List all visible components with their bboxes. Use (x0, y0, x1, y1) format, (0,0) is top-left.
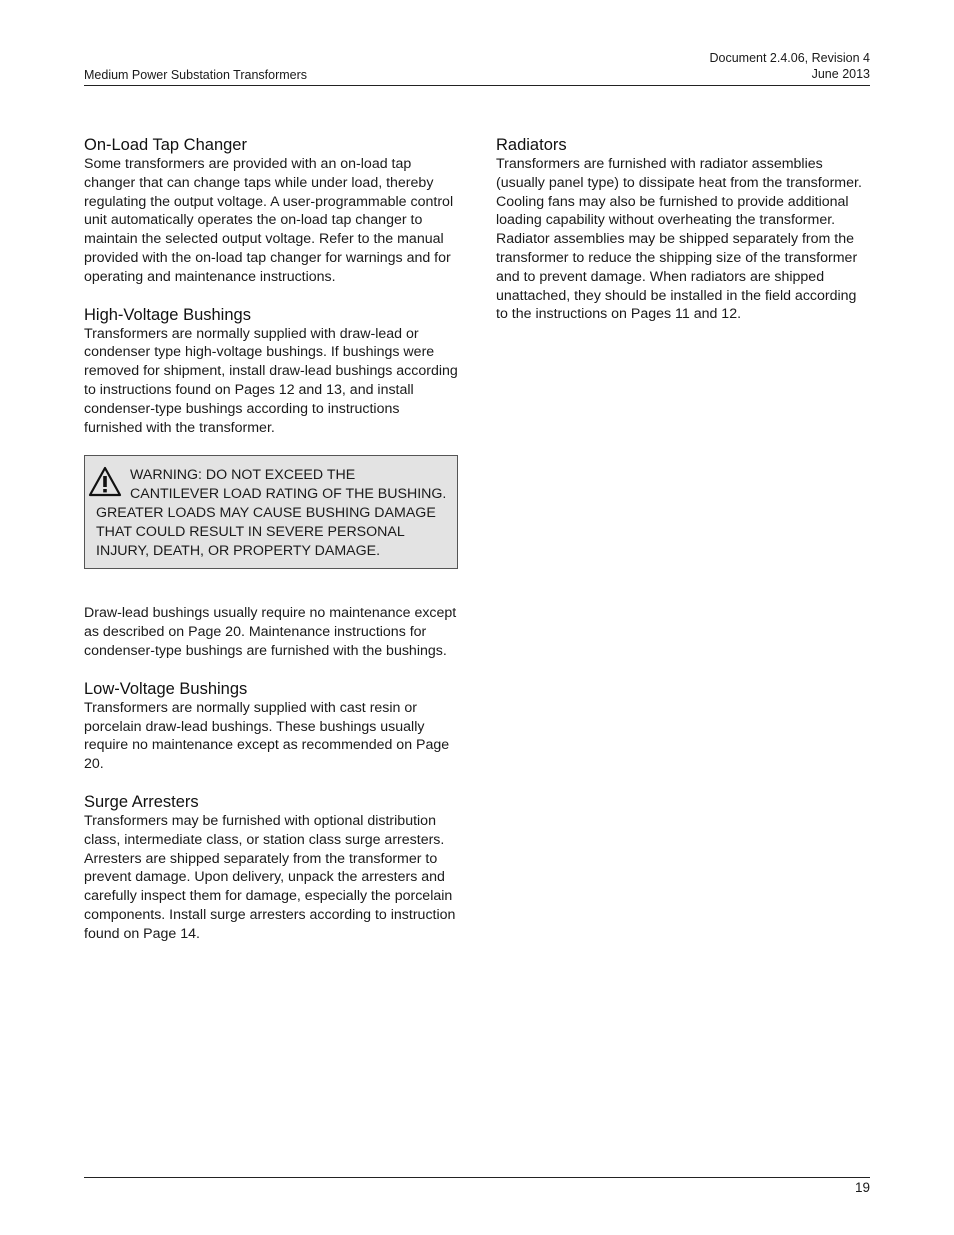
right-column (496, 135, 870, 342)
document-number: Document 2.4.06, Revision 4 (709, 51, 870, 65)
page-header (84, 48, 870, 86)
section-body: Transformers may be furnished with optional distribution class, intermediate class, or station class surge arresters. Arresters are shipped separately from the transformer to prevent damage. Upon delivery, unpack the arresters and carefully inspect them for damage, especially the porcelain components. Install surge arresters according to instruction found on Page 14. (84, 812, 456, 942)
section-radiators (496, 135, 870, 324)
section-on-load-tap-changer (84, 135, 458, 287)
section-body: Some transformers are provided with an on-load tap changer that can change taps while under load, thereby regulating the output voltage. A user-programmable control unit automatically operates the on-load tap changer to maintain the selected output voltage. Refer to the manual provided with the on-load tap changer for warnings and for operating and maintenance instructions. (84, 156, 454, 285)
warning-box (84, 455, 458, 569)
warning-triangle-icon (88, 466, 122, 498)
section-draw-lead-maintenance (84, 604, 458, 660)
section-surge-arresters (84, 792, 458, 944)
section-body: Transformers are normally supplied with draw-lead or condenser type high-voltage bushings. If bushings were removed for shipment, install draw-lead bushings according to instructions found on Pages 12 and 13, and install condenser-type bushings according to instructions furnished with the transformer. (84, 325, 458, 436)
warning-text: : DO NOT EXCEED THE CANTILEVER LOAD RATING OF THE BUSHING. GREATER LOADS MAY CAUSE BUSHING DAMAGE THAT COULD RESULT IN SEVERE PERSONAL INJURY, DEATH, OR PROPERTY DAMAGE. (96, 467, 447, 559)
page-number: 19 (854, 1180, 870, 1195)
header-title: Medium Power Substation Transformers (84, 68, 308, 82)
section-low-voltage-bushings (84, 679, 458, 774)
section-heading: Surge Arresters (84, 792, 199, 811)
footer-rule (84, 1177, 870, 1178)
section-heading: Low-Voltage Bushings (84, 679, 248, 698)
header-doc-info (709, 50, 870, 82)
left-column (84, 135, 458, 962)
section-heading: On-Load Tap Changer (84, 136, 247, 154)
section-high-voltage-bushings (84, 305, 458, 438)
section-body: Transformers are furnished with radiator assemblies (usually panel type) to dissipate heat from the transformer. Cooling fans may also be furnished to provide additional loading capability without overheating the transformer. Radiator assemblies may be shipped separately from the transformer to reduce the shipping size of the transformer and to prevent damage. When radiators are shipped unattached, they should be installed in the field according to the instructions on Pages 11 and 12. (496, 156, 862, 323)
section-heading: High-Voltage Bushings (84, 305, 251, 324)
warning-label: WARNING (130, 467, 199, 484)
section-body: Transformers are normally supplied with cast resin or porcelain draw-lead bushings. These bushings usually require no maintenance except as recommended on Page 20. (84, 699, 450, 773)
section-heading: Radiators (496, 136, 567, 154)
section-body: Draw-lead bushings usually require no maintenance except as described on Page 20. Maintenance instructions for condenser-type bushings are furnished with the bushings. (84, 605, 457, 659)
document-date: June 2013 (811, 67, 870, 81)
